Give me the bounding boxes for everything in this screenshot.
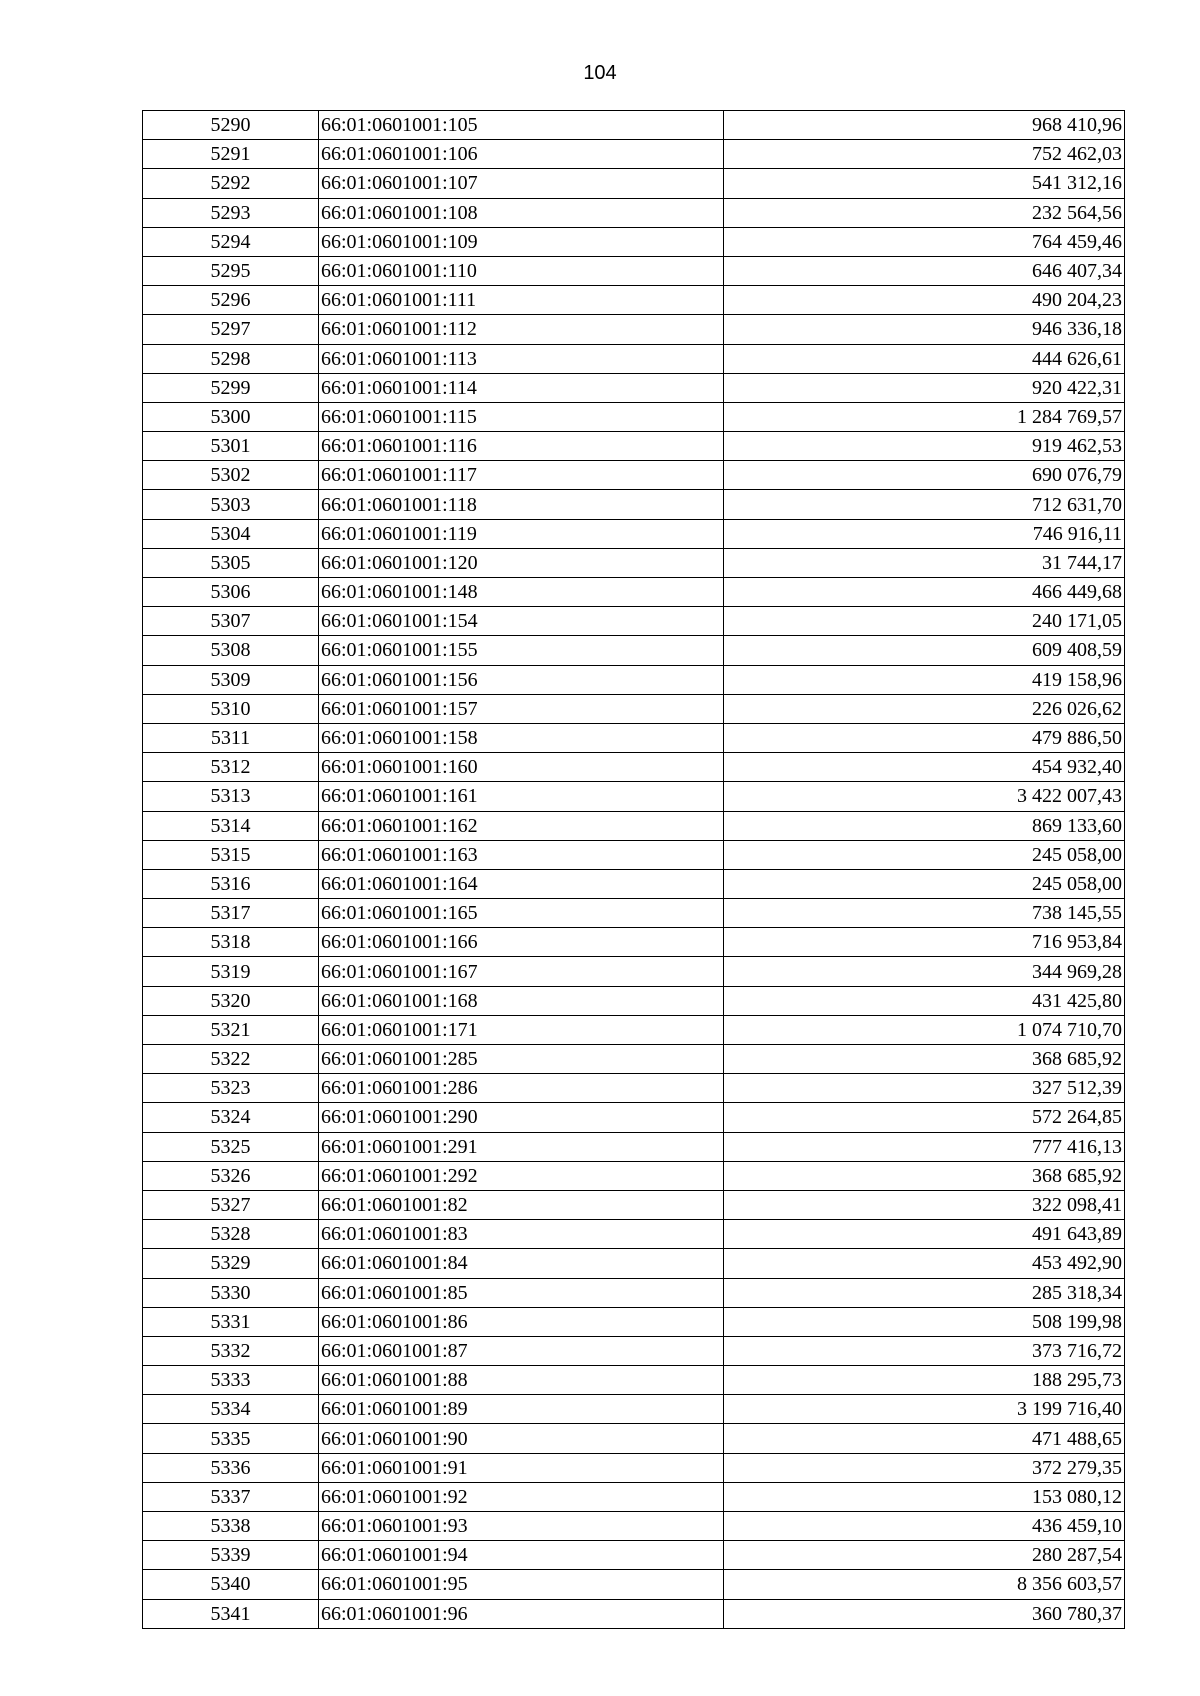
row-number-cell: 5303: [143, 490, 319, 519]
row-number-cell: 5304: [143, 519, 319, 548]
table-row: [143, 869, 1125, 898]
cadastral-value-cell: 919 462,53: [724, 432, 1125, 461]
table-row: [143, 140, 1125, 169]
cadastral-number-cell: 66:01:0601001:110: [319, 256, 724, 285]
cadastral-value-cell: 746 916,11: [724, 519, 1125, 548]
row-number-cell: 5308: [143, 636, 319, 665]
table-row: [143, 1395, 1125, 1424]
cadastral-value-cell: 646 407,34: [724, 256, 1125, 285]
row-number-cell: 5293: [143, 198, 319, 227]
table-row: [143, 1336, 1125, 1365]
row-number-cell: 5341: [143, 1599, 319, 1628]
cadastral-number-cell: 66:01:0601001:109: [319, 227, 724, 256]
table-row: [143, 1599, 1125, 1628]
row-number-cell: 5316: [143, 869, 319, 898]
cadastral-value-cell: 752 462,03: [724, 140, 1125, 169]
cadastral-number-cell: 66:01:0601001:166: [319, 928, 724, 957]
table-body: [143, 111, 1125, 1629]
table-row: [143, 1570, 1125, 1599]
cadastral-number-cell: 66:01:0601001:286: [319, 1074, 724, 1103]
cadastral-value-cell: 240 171,05: [724, 607, 1125, 636]
table-row: [143, 840, 1125, 869]
cadastral-value-cell: 471 488,65: [724, 1424, 1125, 1453]
cadastral-value-cell: 541 312,16: [724, 169, 1125, 198]
table-row: [143, 1424, 1125, 1453]
cadastral-number-cell: 66:01:0601001:115: [319, 402, 724, 431]
table-row: [143, 986, 1125, 1015]
table-row: [143, 548, 1125, 577]
cadastral-number-cell: 66:01:0601001:96: [319, 1599, 724, 1628]
table-row: [143, 928, 1125, 957]
table-row: [143, 1103, 1125, 1132]
cadastral-number-cell: 66:01:0601001:164: [319, 869, 724, 898]
table-row: [143, 169, 1125, 198]
row-number-cell: 5299: [143, 373, 319, 402]
row-number-cell: 5328: [143, 1220, 319, 1249]
table-row: [143, 315, 1125, 344]
table-row: [143, 1074, 1125, 1103]
row-number-cell: 5323: [143, 1074, 319, 1103]
table-row: [143, 1453, 1125, 1482]
cadastral-number-cell: 66:01:0601001:158: [319, 723, 724, 752]
cadastral-number-cell: 66:01:0601001:156: [319, 665, 724, 694]
cadastral-number-cell: 66:01:0601001:291: [319, 1132, 724, 1161]
cadastral-value-cell: 8 356 603,57: [724, 1570, 1125, 1599]
table-row: [143, 227, 1125, 256]
row-number-cell: 5319: [143, 957, 319, 986]
table-row: [143, 256, 1125, 285]
row-number-cell: 5331: [143, 1307, 319, 1336]
cadastral-value-cell: 572 264,85: [724, 1103, 1125, 1132]
cadastral-number-cell: 66:01:0601001:155: [319, 636, 724, 665]
table-row: [143, 782, 1125, 811]
cadastral-number-cell: 66:01:0601001:88: [319, 1366, 724, 1395]
table-row: [143, 811, 1125, 840]
row-number-cell: 5310: [143, 694, 319, 723]
cadastral-number-cell: 66:01:0601001:148: [319, 578, 724, 607]
cadastral-number-cell: 66:01:0601001:285: [319, 1045, 724, 1074]
cadastral-value-cell: 920 422,31: [724, 373, 1125, 402]
cadastral-number-cell: 66:01:0601001:87: [319, 1336, 724, 1365]
cadastral-number-cell: 66:01:0601001:91: [319, 1453, 724, 1482]
cadastral-value-cell: 419 158,96: [724, 665, 1125, 694]
cadastral-number-cell: 66:01:0601001:157: [319, 694, 724, 723]
row-number-cell: 5305: [143, 548, 319, 577]
cadastral-value-cell: 372 279,35: [724, 1453, 1125, 1482]
table-row: [143, 1541, 1125, 1570]
cadastral-value-cell: 508 199,98: [724, 1307, 1125, 1336]
cadastral-number-cell: 66:01:0601001:114: [319, 373, 724, 402]
cadastral-value-cell: 444 626,61: [724, 344, 1125, 373]
table-row: [143, 607, 1125, 636]
row-number-cell: 5295: [143, 256, 319, 285]
row-number-cell: 5332: [143, 1336, 319, 1365]
cadastral-number-cell: 66:01:0601001:93: [319, 1512, 724, 1541]
row-number-cell: 5337: [143, 1482, 319, 1511]
cadastral-number-cell: 66:01:0601001:106: [319, 140, 724, 169]
table-row: [143, 694, 1125, 723]
cadastral-number-cell: 66:01:0601001:111: [319, 286, 724, 315]
cadastral-value-cell: 777 416,13: [724, 1132, 1125, 1161]
cadastral-number-cell: 66:01:0601001:120: [319, 548, 724, 577]
row-number-cell: 5336: [143, 1453, 319, 1482]
row-number-cell: 5334: [143, 1395, 319, 1424]
cadastral-number-cell: 66:01:0601001:95: [319, 1570, 724, 1599]
table-row: [143, 636, 1125, 665]
cadastral-number-cell: 66:01:0601001:105: [319, 111, 724, 140]
table-row: [143, 1366, 1125, 1395]
cadastral-number-cell: 66:01:0601001:292: [319, 1161, 724, 1190]
cadastral-value-cell: 360 780,37: [724, 1599, 1125, 1628]
cadastral-value-cell: 285 318,34: [724, 1278, 1125, 1307]
cadastral-value-cell: 764 459,46: [724, 227, 1125, 256]
cadastral-value-cell: 368 685,92: [724, 1045, 1125, 1074]
table-row: [143, 1132, 1125, 1161]
cadastral-value-cell: 226 026,62: [724, 694, 1125, 723]
table-row: [143, 402, 1125, 431]
cadastral-value-cell: 1 284 769,57: [724, 402, 1125, 431]
row-number-cell: 5306: [143, 578, 319, 607]
row-number-cell: 5326: [143, 1161, 319, 1190]
cadastral-number-cell: 66:01:0601001:83: [319, 1220, 724, 1249]
row-number-cell: 5302: [143, 461, 319, 490]
cadastral-value-cell: 738 145,55: [724, 899, 1125, 928]
cadastral-value-cell: 431 425,80: [724, 986, 1125, 1015]
cadastral-value-cell: 490 204,23: [724, 286, 1125, 315]
row-number-cell: 5324: [143, 1103, 319, 1132]
cadastral-value-cell: 327 512,39: [724, 1074, 1125, 1103]
cadastral-number-cell: 66:01:0601001:168: [319, 986, 724, 1015]
row-number-cell: 5294: [143, 227, 319, 256]
cadastral-number-cell: 66:01:0601001:107: [319, 169, 724, 198]
cadastral-number-cell: 66:01:0601001:82: [319, 1190, 724, 1219]
table-row: [143, 957, 1125, 986]
table-row: [143, 1512, 1125, 1541]
cadastral-value-table: [142, 110, 1125, 1629]
cadastral-number-cell: 66:01:0601001:119: [319, 519, 724, 548]
row-number-cell: 5335: [143, 1424, 319, 1453]
row-number-cell: 5338: [143, 1512, 319, 1541]
row-number-cell: 5339: [143, 1541, 319, 1570]
cadastral-value-cell: 245 058,00: [724, 840, 1125, 869]
cadastral-value-cell: 344 969,28: [724, 957, 1125, 986]
row-number-cell: 5309: [143, 665, 319, 694]
cadastral-value-cell: 946 336,18: [724, 315, 1125, 344]
cadastral-number-cell: 66:01:0601001:290: [319, 1103, 724, 1132]
cadastral-number-cell: 66:01:0601001:154: [319, 607, 724, 636]
row-number-cell: 5292: [143, 169, 319, 198]
cadastral-number-cell: 66:01:0601001:86: [319, 1307, 724, 1336]
row-number-cell: 5325: [143, 1132, 319, 1161]
table-row: [143, 432, 1125, 461]
cadastral-number-cell: 66:01:0601001:160: [319, 753, 724, 782]
table-row: [143, 111, 1125, 140]
table-row: [143, 1161, 1125, 1190]
cadastral-number-cell: 66:01:0601001:89: [319, 1395, 724, 1424]
cadastral-value-cell: 280 287,54: [724, 1541, 1125, 1570]
table-row: [143, 665, 1125, 694]
table-row: [143, 753, 1125, 782]
cadastral-number-cell: 66:01:0601001:116: [319, 432, 724, 461]
table-row: [143, 198, 1125, 227]
cadastral-value-cell: 609 408,59: [724, 636, 1125, 665]
row-number-cell: 5333: [143, 1366, 319, 1395]
cadastral-value-cell: 3 199 716,40: [724, 1395, 1125, 1424]
cadastral-value-cell: 716 953,84: [724, 928, 1125, 957]
cadastral-number-cell: 66:01:0601001:112: [319, 315, 724, 344]
cadastral-number-cell: 66:01:0601001:84: [319, 1249, 724, 1278]
table-row: [143, 1220, 1125, 1249]
cadastral-value-cell: 1 074 710,70: [724, 1015, 1125, 1044]
table-row: [143, 461, 1125, 490]
row-number-cell: 5313: [143, 782, 319, 811]
row-number-cell: 5317: [143, 899, 319, 928]
row-number-cell: 5320: [143, 986, 319, 1015]
cadastral-number-cell: 66:01:0601001:92: [319, 1482, 724, 1511]
row-number-cell: 5318: [143, 928, 319, 957]
page-number: 104: [583, 62, 617, 84]
cadastral-value-cell: 3 422 007,43: [724, 782, 1125, 811]
cadastral-number-cell: 66:01:0601001:108: [319, 198, 724, 227]
row-number-cell: 5315: [143, 840, 319, 869]
cadastral-value-cell: 466 449,68: [724, 578, 1125, 607]
table-row: [143, 344, 1125, 373]
row-number-cell: 5330: [143, 1278, 319, 1307]
table-row: [143, 373, 1125, 402]
table-row: [143, 1278, 1125, 1307]
cadastral-value-cell: 188 295,73: [724, 1366, 1125, 1395]
row-number-cell: 5314: [143, 811, 319, 840]
row-number-cell: 5300: [143, 402, 319, 431]
cadastral-value-cell: 454 932,40: [724, 753, 1125, 782]
row-number-cell: 5291: [143, 140, 319, 169]
cadastral-value-cell: 491 643,89: [724, 1220, 1125, 1249]
cadastral-value-cell: 436 459,10: [724, 1512, 1125, 1541]
cadastral-value-cell: 373 716,72: [724, 1336, 1125, 1365]
cadastral-value-cell: 153 080,12: [724, 1482, 1125, 1511]
row-number-cell: 5296: [143, 286, 319, 315]
cadastral-number-cell: 66:01:0601001:113: [319, 344, 724, 373]
cadastral-value-cell: 245 058,00: [724, 869, 1125, 898]
cadastral-value-cell: 690 076,79: [724, 461, 1125, 490]
table-row: [143, 1045, 1125, 1074]
table-row: [143, 1190, 1125, 1219]
row-number-cell: 5312: [143, 753, 319, 782]
cadastral-value-cell: 232 564,56: [724, 198, 1125, 227]
row-number-cell: 5327: [143, 1190, 319, 1219]
cadastral-number-cell: 66:01:0601001:118: [319, 490, 724, 519]
table-row: [143, 519, 1125, 548]
cadastral-number-cell: 66:01:0601001:162: [319, 811, 724, 840]
table-row: [143, 1482, 1125, 1511]
table-row: [143, 286, 1125, 315]
row-number-cell: 5321: [143, 1015, 319, 1044]
row-number-cell: 5290: [143, 111, 319, 140]
cadastral-number-cell: 66:01:0601001:85: [319, 1278, 724, 1307]
cadastral-value-cell: 322 098,41: [724, 1190, 1125, 1219]
row-number-cell: 5311: [143, 723, 319, 752]
table-row: [143, 899, 1125, 928]
cadastral-value-cell: 453 492,90: [724, 1249, 1125, 1278]
table-row: [143, 723, 1125, 752]
cadastral-value-cell: 869 133,60: [724, 811, 1125, 840]
cadastral-value-cell: 368 685,92: [724, 1161, 1125, 1190]
cadastral-number-cell: 66:01:0601001:117: [319, 461, 724, 490]
row-number-cell: 5340: [143, 1570, 319, 1599]
cadastral-number-cell: 66:01:0601001:161: [319, 782, 724, 811]
table-row: [143, 578, 1125, 607]
row-number-cell: 5329: [143, 1249, 319, 1278]
cadastral-value-cell: 968 410,96: [724, 111, 1125, 140]
cadastral-value-cell: 31 744,17: [724, 548, 1125, 577]
table-row: [143, 490, 1125, 519]
table-row: [143, 1015, 1125, 1044]
cadastral-number-cell: 66:01:0601001:171: [319, 1015, 724, 1044]
row-number-cell: 5297: [143, 315, 319, 344]
table-row: [143, 1307, 1125, 1336]
row-number-cell: 5298: [143, 344, 319, 373]
cadastral-value-cell: 712 631,70: [724, 490, 1125, 519]
cadastral-number-cell: 66:01:0601001:90: [319, 1424, 724, 1453]
cadastral-number-cell: 66:01:0601001:167: [319, 957, 724, 986]
row-number-cell: 5322: [143, 1045, 319, 1074]
cadastral-number-cell: 66:01:0601001:94: [319, 1541, 724, 1570]
cadastral-value-cell: 479 886,50: [724, 723, 1125, 752]
cadastral-number-cell: 66:01:0601001:163: [319, 840, 724, 869]
table-row: [143, 1249, 1125, 1278]
row-number-cell: 5301: [143, 432, 319, 461]
cadastral-number-cell: 66:01:0601001:165: [319, 899, 724, 928]
row-number-cell: 5307: [143, 607, 319, 636]
